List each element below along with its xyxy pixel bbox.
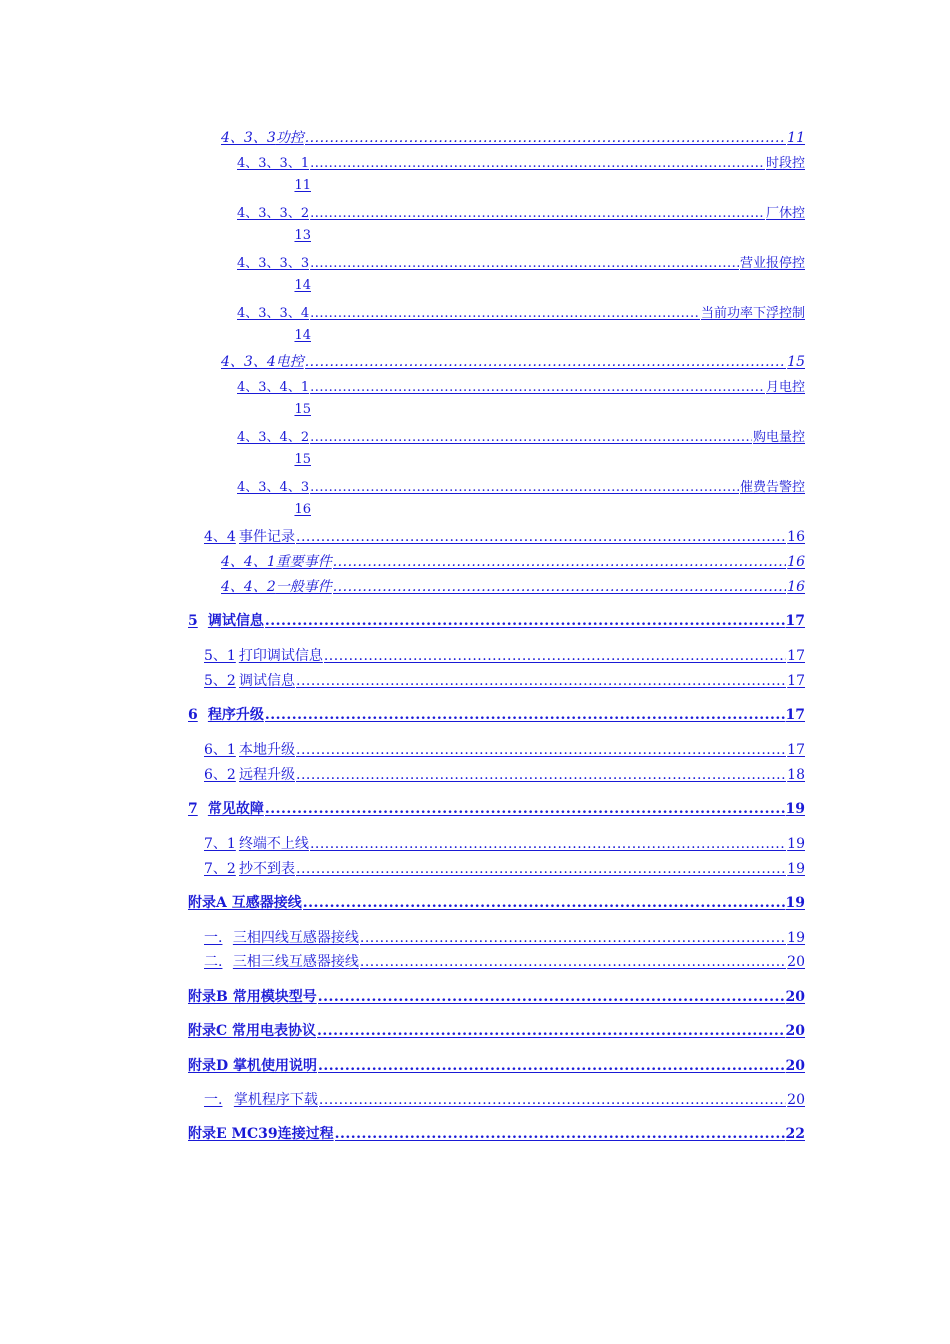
toc-entry-title: 三相三线互感器接线 [232,954,359,970]
toc-entry-page-wrapped[interactable]: 14 [294,328,311,343]
toc-entry-title: 月电控 [765,380,805,395]
dot-leader [310,430,752,445]
toc-entry-4-4[interactable] [204,526,805,546]
dot-leader [310,380,765,395]
toc-entry-number: 一. [204,1092,223,1108]
dot-leader [333,579,786,595]
dot-leader [296,742,786,758]
dot-leader [310,480,739,495]
toc-entry-6-1[interactable] [204,739,805,759]
toc-entry-appendix-d[interactable] [188,1055,805,1075]
toc-entry-title: 远程升级 [239,767,296,783]
toc-entry-appendix-a-2[interactable] [204,951,805,971]
toc-entry-number: 4、3、4、2 [237,430,310,445]
toc-entry-title: 程序升级 [207,707,264,723]
toc-entry-appendix-a[interactable] [188,892,805,912]
dot-leader [317,1023,784,1039]
toc-entry-title: 调试信息 [207,613,264,629]
toc-entry-title: 重要事件 [275,554,332,570]
toc-entry-page-wrapped[interactable]: 11 [294,178,311,193]
toc-entry-page: 19 [787,836,805,852]
toc-entry-number: 7、1 [204,836,236,852]
dot-leader [310,156,765,171]
toc-entry-4-3-3-1[interactable] [237,152,805,171]
toc-entry-number: 7、2 [204,861,236,877]
toc-entry-number: 5 [188,613,198,629]
toc-entry-page: 20 [787,1092,805,1108]
toc-entry-title: 购电量控 [752,430,805,445]
toc-entry-4-3-3[interactable] [221,127,805,147]
toc-entry-page: 17 [785,613,805,629]
toc-entry-page: 22 [785,1126,805,1142]
toc-entry-number: 4、3、3、3 [237,256,310,271]
dot-leader [318,1058,785,1074]
toc-entry-title: 本地升级 [239,742,296,758]
toc-entry-number: 一. [204,930,223,946]
toc-entry-4-3-4-3[interactable] [237,476,805,495]
toc-entry-appendix-b[interactable] [188,986,805,1006]
toc-entry-title: 一般事件 [275,579,332,595]
toc-entry-7-1[interactable] [204,833,805,853]
toc-entry-title: 电控 [275,354,304,370]
dot-leader [265,707,785,723]
toc-entry-page: 17 [787,742,805,758]
toc-entry-4-4-2[interactable] [221,576,805,596]
toc-entry-title: 附录B 常用模块型号 [188,989,317,1005]
toc-entry-number: 7 [188,801,198,817]
toc-entry-5[interactable] [188,610,805,630]
dot-leader [303,895,785,911]
toc-entry-title: 厂休控 [765,206,805,221]
toc-entry-title: 三相四线互感器接线 [232,930,359,946]
toc-entry-number: 4、4、2 [221,579,276,595]
toc-entry-title: 时段控 [765,156,805,171]
dot-leader [333,554,786,570]
toc-entry-appendix-c[interactable] [188,1020,805,1040]
dot-leader [318,989,785,1005]
toc-entry-page-wrapped[interactable]: 15 [294,402,311,417]
dot-leader [335,1126,785,1142]
toc-entry-page: 17 [785,707,805,723]
toc-entry-number: 6、1 [204,742,236,758]
toc-entry-number: 6 [188,707,198,723]
toc-entry-appendix-a-1[interactable] [204,927,805,947]
dot-leader [296,673,786,689]
toc-entry-7-2[interactable] [204,858,805,878]
toc-entry-title: 打印调试信息 [238,648,323,664]
toc-entry-title: 当前功率下浮控制 [700,306,805,321]
toc-entry-number: 5、2 [204,673,236,689]
toc-entry-title: 附录D 掌机使用说明 [188,1058,318,1074]
dot-leader [296,529,786,545]
toc-entry-page-wrapped[interactable]: 13 [294,228,311,243]
toc-entry-appendix-d-1[interactable] [204,1089,805,1109]
toc-entry-6-2[interactable] [204,764,805,784]
toc-entry-page: 19 [787,930,805,946]
toc-entry-number: 4、3、3 [221,130,276,146]
dot-leader [310,306,700,321]
toc-entry-title: 掌机程序下载 [233,1092,318,1108]
dot-leader [265,613,785,629]
toc-entry-title: 附录E MC39连接过程 [188,1126,334,1142]
dot-leader [310,256,739,271]
dot-leader [305,354,786,370]
toc-entry-title: 附录C 常用电表协议 [188,1023,317,1039]
toc-entry-page-wrapped[interactable]: 15 [294,452,311,467]
dot-leader [360,930,786,946]
toc-entry-title: 附录A 互感器接线 [188,895,302,911]
dot-leader [324,648,786,664]
toc-entry-page: 11 [787,130,805,146]
toc-entry-number: 4、3、4、3 [237,480,310,495]
toc-entry-page: 16 [787,554,805,570]
toc-entry-page: 20 [787,954,805,970]
toc-entry-title: 功控 [275,130,304,146]
toc-entry-number: 4、3、4、1 [237,380,310,395]
toc-entry-title: 营业报停控 [739,256,805,271]
toc-entry-page: 20 [785,1023,805,1039]
toc-entry-page: 18 [787,767,805,783]
toc-entry-page-wrapped[interactable]: 14 [294,278,311,293]
toc-entry-page: 16 [787,529,805,545]
dot-leader [310,206,765,221]
toc-entry-page: 20 [785,989,805,1005]
toc-entry-4-3-3-2[interactable] [237,202,805,221]
toc-entry-page: 19 [785,801,805,817]
toc-entry-7[interactable] [188,798,805,818]
dot-leader [296,861,786,877]
dot-leader [296,767,786,783]
toc-entry-5-2[interactable] [204,670,805,690]
dot-leader [360,954,786,970]
toc-entry-page: 17 [787,648,805,664]
toc-entry-page: 15 [787,354,805,370]
toc-entry-title: 事件记录 [239,529,296,545]
toc-entry-4-3-4[interactable] [221,351,805,371]
toc-entry-title: 抄不到表 [239,861,296,877]
toc-entry-page: 16 [787,579,805,595]
toc-entry-5-1[interactable] [204,645,805,665]
toc-entry-title: 常见故障 [207,801,264,817]
toc-entry-number: 4、3、3、4 [237,306,310,321]
toc-entry-4-3-4-1[interactable] [237,376,805,395]
toc-entry-number: 5、1 [204,648,236,664]
toc-entry-page: 19 [785,895,805,911]
toc-entry-number: 4、4、1 [221,554,276,570]
toc-entry-title: 终端不上线 [238,836,309,852]
toc-entry-title: 调试信息 [239,673,296,689]
dot-leader [310,836,786,852]
toc-entry-number: 6、2 [204,767,236,783]
toc-entry-4-3-4-2[interactable] [237,426,805,445]
toc-entry-4-3-3-3[interactable] [237,252,805,271]
dot-leader [305,130,786,146]
toc-entry-page: 17 [787,673,805,689]
toc-entry-title: 催费告警控 [739,480,805,495]
toc-entry-6[interactable] [188,704,805,724]
dot-leader [319,1092,786,1108]
toc-entry-4-4-1[interactable] [221,551,805,571]
toc-entry-number: 二. [204,954,223,970]
toc-entry-number: 4、3、3、2 [237,206,310,221]
toc-entry-number: 4、3、4 [221,354,276,370]
toc-entry-page-wrapped[interactable]: 16 [294,502,311,517]
dot-leader [265,801,785,817]
toc-entry-appendix-e[interactable] [188,1123,805,1143]
toc-entry-page: 19 [787,861,805,877]
toc-entry-number: 4、3、3、1 [237,156,310,171]
toc-entry-4-3-3-4[interactable] [237,302,805,321]
toc-entry-page: 20 [785,1058,805,1074]
toc-entry-number: 4、4 [204,529,236,545]
